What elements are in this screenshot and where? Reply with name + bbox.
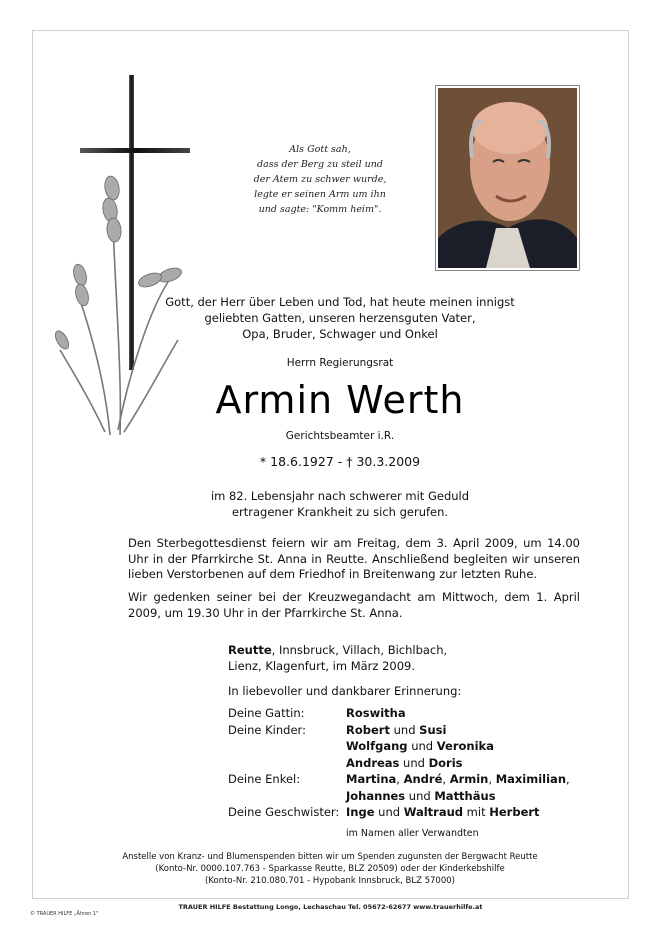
child-name: Doris: [428, 755, 463, 770]
place-reutte: Reutte: [228, 643, 272, 657]
life-dates: * 18.6.1927 - † 30.3.2009: [259, 454, 421, 469]
sibling-name: Inge: [346, 805, 375, 819]
child-name: Andreas: [346, 755, 400, 770]
conjunction: und: [374, 805, 404, 819]
separator: ,: [488, 772, 496, 786]
separator: ,: [442, 772, 450, 786]
poem-line: dass der Berg zu steil und: [257, 159, 383, 170]
donation-note: [120, 851, 540, 887]
relatives-note: im Namen aller Verwandten: [346, 828, 479, 839]
grandchild-name: Maximilian: [495, 772, 567, 786]
remembrance-line: In liebevoller und dankbarer Erinnerung:: [228, 684, 462, 698]
portrait-image: [438, 88, 577, 268]
sibling-name: Waltraud: [403, 805, 464, 819]
grandchild-name: Johannes: [346, 788, 406, 803]
deceased-name: Armin Werth: [215, 378, 465, 422]
wife-name: Roswitha: [346, 706, 406, 720]
donation-line: Anstelle von Kranz- und Blumenspenden bitten wir um Spenden zugunsten der Bergwacht Reutte: [122, 852, 538, 862]
age-line: ertragener Krankheit zu sich gerufen.: [231, 505, 449, 519]
sibling-name: Herbert: [489, 805, 540, 819]
child-name: Veronika: [436, 739, 494, 753]
places-date: [228, 642, 548, 674]
portrait-photo: [435, 85, 580, 271]
child-name: Susi: [419, 722, 447, 737]
children-label: Deine Kinder:: [228, 722, 306, 737]
donation-line: (Konto-Nr. 0000.107.763 - Sparkasse Reutte, BLZ 20509) oder der Kinderkebshilfe: [155, 864, 505, 874]
age-line: im 82. Lebensjahr nach schwerer mit Geduld: [210, 489, 470, 503]
conjunction: und: [405, 788, 435, 803]
intro-text: [150, 294, 530, 342]
funeral-service-paragraph: Den Sterbegottesdienst feiern wir am Freitag, dem 3. April 2009, um 14.00 Uhr in der Pfarrkirche St. Anna in Reutte. Anschließend begleiten wir unseren lieben Verstorbenen auf dem Friedhof in Breitenwang zur letzten Ruhe.: [128, 536, 580, 581]
intro-line: Gott, der Herr über Leben und Tod, hat heute meinen innigst: [165, 295, 515, 309]
intro-line: geliebten Gatten, unseren herzensguten Vater,: [204, 311, 476, 325]
grandchild-name: Armin: [449, 772, 489, 786]
siblings-label: Deine Geschwister:: [228, 805, 340, 819]
poem-line: Als Gott sah,: [289, 144, 351, 155]
grandchild-name: Matthäus: [434, 788, 496, 803]
conjunction: und: [399, 755, 429, 770]
poem-line: und sagte: "Komm heim".: [258, 204, 382, 215]
grandchild-name: André: [403, 772, 443, 786]
copyright-note: © TRAUER HILFE „Ähren 1": [30, 911, 99, 917]
places-line1: , Innsbruck, Villach, Bichlbach,: [271, 643, 448, 657]
profession: Gerichtsbeamter i.R.: [285, 430, 395, 442]
grandchild-name: Martina: [346, 772, 397, 786]
intro-line: Opa, Bruder, Schwager und Onkel: [242, 327, 438, 341]
memorial-service-paragraph: Wir gedenken seiner bei der Kreuzwegandacht am Mittwoch, dem 1. April 2009, um 19.30 Uhr in der Pfarrkirche St. Anna.: [128, 590, 580, 620]
places-line2: Lienz, Klagenfurt, im März 2009.: [228, 659, 416, 673]
poem-line: legte er seinen Arm um ihn: [254, 189, 386, 200]
grandchildren-label: Deine Enkel:: [228, 772, 301, 786]
poem-line: der Atem zu schwer wurde,: [253, 174, 387, 185]
conjunction: mit: [463, 805, 490, 819]
honorific-title: Herrn Regierungsrat: [286, 357, 394, 369]
child-name: Robert: [346, 722, 390, 737]
separator: ,: [566, 772, 570, 786]
poem: [225, 142, 415, 217]
separator: ,: [396, 772, 404, 786]
conjunction: und: [389, 722, 420, 737]
conjunction: und: [407, 739, 437, 753]
donation-line: (Konto-Nr. 210.080.701 - Hypobank Innsbruck, BLZ 57000): [205, 876, 455, 886]
footer-funeral-home: TRAUER HILFE Bestattung Longo, Lechaschau Tel. 05672-62677 www.trauerhilfe.at: [178, 903, 483, 911]
wife-label: Deine Gattin:: [228, 706, 305, 720]
age-text: [150, 488, 530, 520]
child-name: Wolfgang: [346, 739, 408, 753]
